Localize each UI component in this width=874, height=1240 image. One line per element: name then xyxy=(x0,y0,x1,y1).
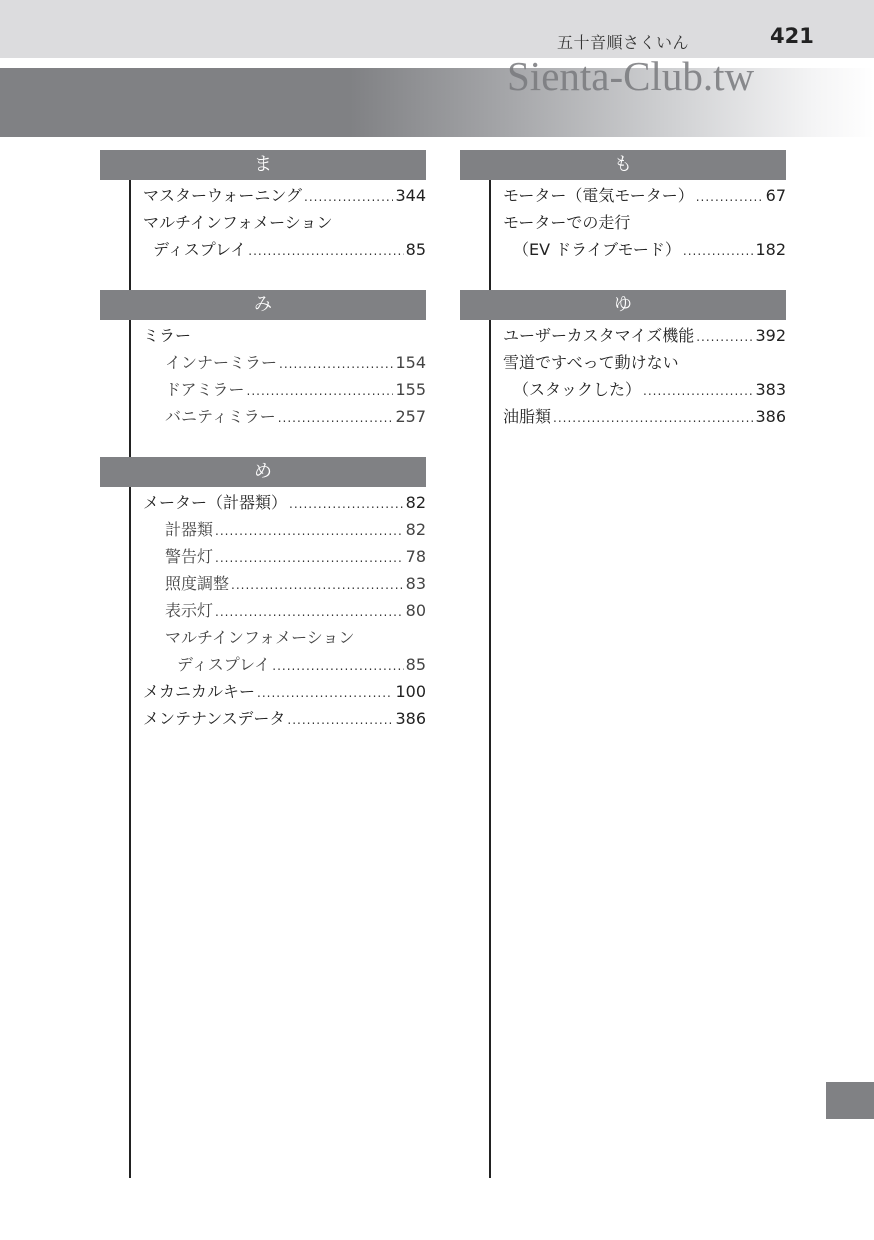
page-number: 421 xyxy=(770,24,814,48)
entry-label: メーター（計器類） xyxy=(143,493,288,512)
entry-page: 154 xyxy=(395,353,426,372)
entry-page: 78 xyxy=(405,547,426,566)
leader-dots xyxy=(248,238,403,265)
chapter-side-tab[interactable] xyxy=(826,1082,874,1119)
index-entry[interactable] xyxy=(143,705,426,732)
index-entry xyxy=(503,209,786,236)
entry-label: マルチインフォメーション xyxy=(143,213,333,232)
entry-label: ディスプレイ xyxy=(177,655,271,674)
leader-dots xyxy=(643,378,753,405)
index-entry[interactable] xyxy=(143,489,426,516)
index-column-left xyxy=(100,150,426,732)
leader-dots xyxy=(231,572,404,599)
kana-header: も xyxy=(460,150,786,180)
index-entry[interactable] xyxy=(503,376,786,403)
index-group-mi xyxy=(100,290,426,457)
index-column-right xyxy=(460,150,786,430)
entry-page: 386 xyxy=(395,709,426,728)
entry-page: 80 xyxy=(405,601,426,620)
entry-label: マルチインフォメーション xyxy=(165,628,355,647)
index-entry[interactable] xyxy=(143,349,426,376)
index-entry[interactable] xyxy=(503,322,786,349)
index-entry xyxy=(143,624,426,651)
entry-label: （EV ドライブモード） xyxy=(513,240,681,259)
index-entry[interactable] xyxy=(143,597,426,624)
section-title: 五十音順さくいん xyxy=(557,33,690,52)
kana-header: み xyxy=(100,290,426,320)
leader-dots xyxy=(287,707,393,734)
index-group-mo xyxy=(460,150,786,290)
index-entry[interactable] xyxy=(143,570,426,597)
index-entry[interactable] xyxy=(503,236,786,263)
kana-header: ま xyxy=(100,150,426,180)
entry-label: 照度調整 xyxy=(165,574,230,593)
index-group-me xyxy=(100,457,426,732)
watermark: Sienta-Club.tw xyxy=(507,53,755,99)
entry-label: ディスプレイ xyxy=(153,240,247,259)
entry-page: 155 xyxy=(395,380,426,399)
kana-header: め xyxy=(100,457,426,487)
leader-dots xyxy=(215,518,404,545)
leader-dots xyxy=(272,653,403,680)
top-header-band xyxy=(0,0,874,58)
leader-dots xyxy=(289,491,404,518)
entry-page: 83 xyxy=(405,574,426,593)
entry-label: モーター（電気モーター） xyxy=(503,186,694,205)
index-entry[interactable] xyxy=(503,182,786,209)
entry-label: 油脂類 xyxy=(503,407,552,426)
entry-label: ドアミラー xyxy=(165,380,245,399)
index-group-ma xyxy=(100,150,426,290)
entry-label: 計器類 xyxy=(165,520,214,539)
entry-label: 表示灯 xyxy=(165,601,214,620)
leader-dots xyxy=(247,378,394,405)
leader-dots xyxy=(215,599,404,626)
entry-page: 82 xyxy=(405,493,426,512)
entry-label: メカニカルキー xyxy=(143,682,256,701)
entry-page: 82 xyxy=(405,520,426,539)
entry-page: 344 xyxy=(395,186,426,205)
entry-page: 386 xyxy=(755,407,786,426)
index-entry[interactable] xyxy=(143,543,426,570)
entry-label: （スタックした） xyxy=(513,380,642,399)
leader-dots xyxy=(696,324,753,351)
kana-header: ゆ xyxy=(460,290,786,320)
leader-dots xyxy=(696,184,764,211)
index-entry[interactable] xyxy=(503,403,786,430)
entry-page: 85 xyxy=(405,240,426,259)
index-entry[interactable] xyxy=(143,516,426,543)
leader-dots xyxy=(683,238,754,265)
index-entry[interactable] xyxy=(143,236,426,263)
leader-dots xyxy=(257,680,393,707)
index-entry[interactable] xyxy=(143,651,426,678)
index-entry[interactable] xyxy=(143,376,426,403)
entry-label: メンテナンスデータ xyxy=(143,709,286,728)
entry-label: ミラー xyxy=(143,326,192,345)
entry-label: ユーザーカスタマイズ機能 xyxy=(503,326,695,345)
entry-page: 392 xyxy=(755,326,786,345)
index-entry[interactable] xyxy=(143,403,426,430)
leader-dots xyxy=(304,184,393,211)
entry-label: 雪道ですべって動けない xyxy=(503,353,679,372)
entry-page: 67 xyxy=(765,186,786,205)
leader-dots xyxy=(278,405,394,432)
index-entry xyxy=(143,322,426,349)
entry-page: 383 xyxy=(755,380,786,399)
index-group-yu xyxy=(460,290,786,430)
entry-label: 警告灯 xyxy=(165,547,214,566)
entry-label: モーターでの走行 xyxy=(503,213,631,232)
index-entry xyxy=(503,349,786,376)
index-entry xyxy=(143,209,426,236)
index-entry[interactable] xyxy=(143,678,426,705)
entry-page: 100 xyxy=(395,682,426,701)
entry-label: マスターウォーニング xyxy=(143,186,303,205)
leader-dots xyxy=(215,545,404,572)
entry-label: バニティミラー xyxy=(165,407,276,426)
entry-page: 182 xyxy=(755,240,786,259)
entry-label: インナーミラー xyxy=(165,353,278,372)
entry-page: 85 xyxy=(405,655,426,674)
entry-page: 257 xyxy=(395,407,426,426)
leader-dots xyxy=(553,405,753,432)
index-entry[interactable] xyxy=(143,182,426,209)
leader-dots xyxy=(279,351,393,378)
